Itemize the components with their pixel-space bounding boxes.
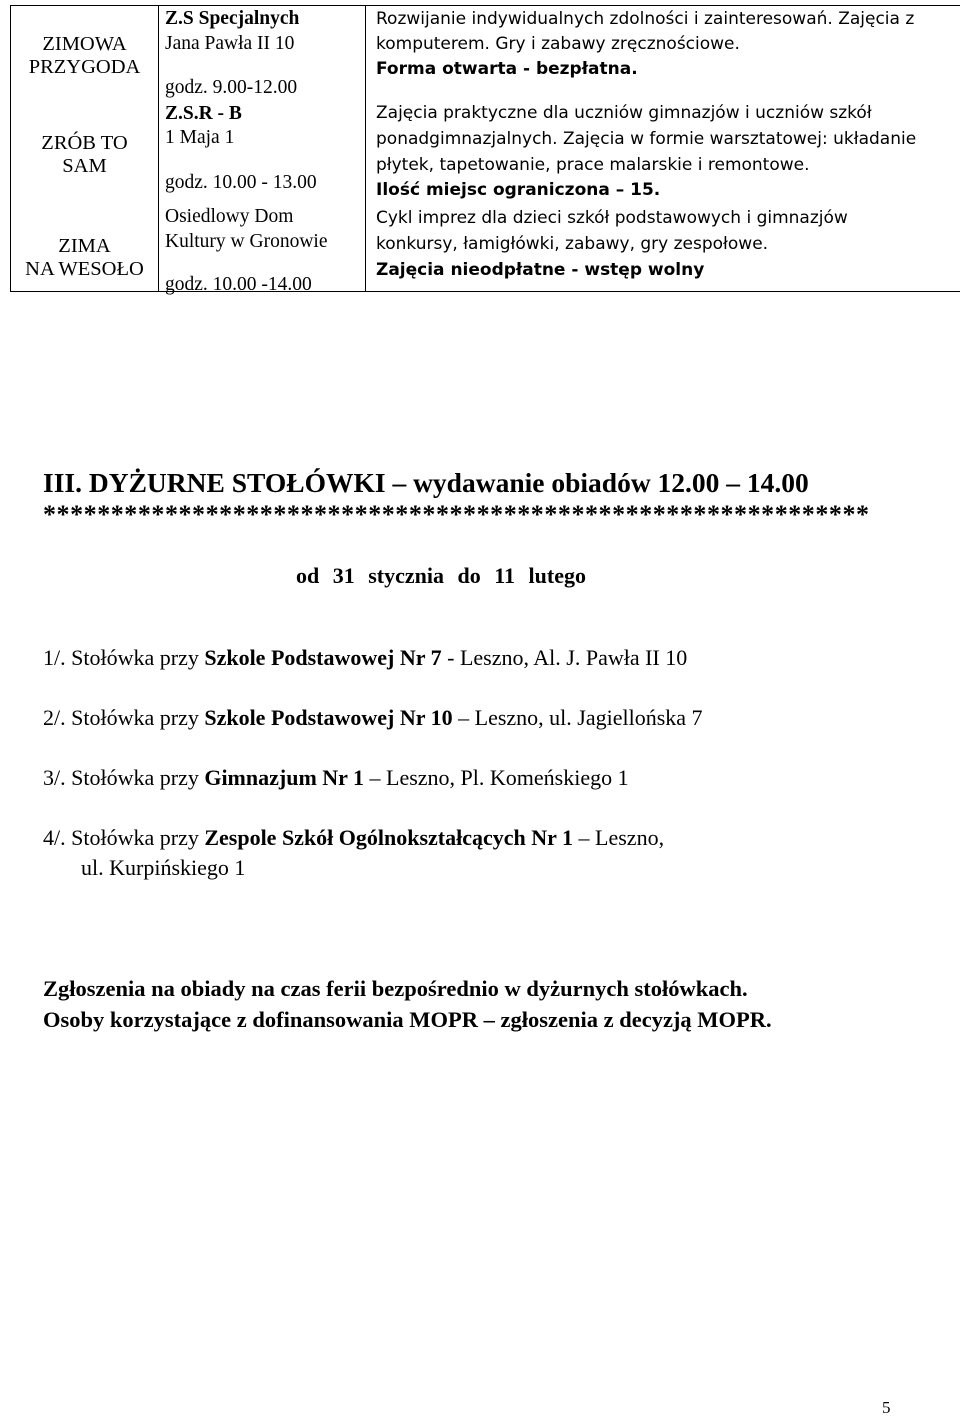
canteen-item: 2/. Stołówka przy Szkole Podstawowej Nr 10 – Leszno, ul. Jagiellońska 7: [43, 705, 703, 731]
description-line: Cykl imprez dla dzieci szkół podstawowych i gimnazjów: [376, 206, 848, 230]
date-range: od 31 stycznia do 11 lutego: [296, 563, 586, 589]
activity-names-cell: [11, 6, 159, 292]
place-name: Osiedlowy Dom: [165, 205, 293, 228]
place-name: Z.S Specjalnych: [165, 7, 299, 30]
hours: godz. 10.00 - 13.00: [165, 171, 317, 194]
description-line: komputerem. Gry i zabawy zręcznościowe.: [376, 32, 740, 56]
description-emphasis: Forma otwarta - bezpłatna.: [376, 57, 638, 81]
description-line: Rozwijanie indywidualnych zdolności i zainteresowań. Zajęcia z: [376, 7, 914, 31]
hours: godz. 10.00 -14.00: [165, 273, 312, 296]
note-line: Zgłoszenia na obiady na czas ferii bezpośrednio w dyżurnych stołówkach.: [43, 976, 748, 1002]
places-cell: [159, 6, 366, 292]
note-line: Osoby korzystające z dofinansowania MOPR – zgłoszenia z decyzją MOPR.: [43, 1007, 772, 1033]
description-emphasis: Ilość miejsc ograniczona – 15.: [376, 178, 660, 202]
canteen-item: 1/. Stołówka przy Szkole Podstawowej Nr 7 - Leszno, Al. J. Pawła II 10: [43, 645, 687, 671]
activity-name: ZIMA NA WESOŁO: [11, 235, 158, 281]
place-address: Kultury w Gronowie: [165, 230, 327, 253]
activity-name: ZIMOWA PRZYGODA: [11, 33, 158, 79]
section-heading: III. DYŻURNE STOŁÓWKI – wydawanie obiadów 12.00 – 14.00: [43, 467, 809, 499]
descriptions-cell: [366, 6, 960, 292]
hours: godz. 9.00-12.00: [165, 76, 297, 99]
description-emphasis: Zajęcia nieodpłatne - wstęp wolny: [376, 258, 704, 282]
canteen-item-address: ul. Kurpińskiego 1: [81, 855, 245, 881]
activities-table: [10, 5, 960, 292]
description-line: ponadgimnazjalnych. Zajęcia w formie warsztatowej: układanie: [376, 127, 916, 151]
canteen-item: 3/. Stołówka przy Gimnazjum Nr 1 – Leszno, Pl. Komeńskiego 1: [43, 765, 629, 791]
activity-name: ZRÓB TO SAM: [11, 132, 158, 178]
description-line: konkursy, łamigłówki, zabawy, gry zespołowe.: [376, 232, 768, 256]
place-name: Z.S.R - B: [165, 102, 242, 125]
description-line: Zajęcia praktyczne dla uczniów gimnazjów i uczniów szkół: [376, 101, 872, 125]
page-number: 5: [882, 1398, 891, 1418]
divider-stars: *************************************************************: [43, 500, 870, 530]
place-address: Jana Pawła II 10: [165, 32, 294, 55]
description-line: płytek, tapetowanie, prace malarskie i remontowe.: [376, 153, 810, 177]
canteen-item: 4/. Stołówka przy Zespole Szkół Ogólnokształcących Nr 1 – Leszno,: [43, 825, 664, 851]
place-address: 1 Maja 1: [165, 126, 234, 149]
